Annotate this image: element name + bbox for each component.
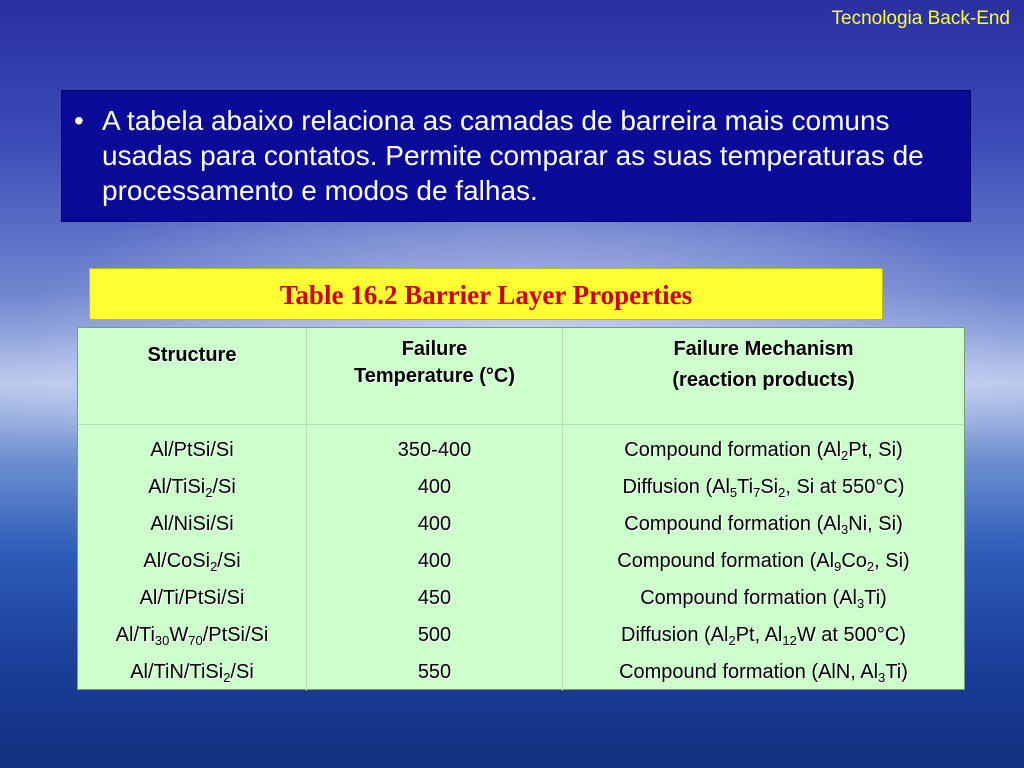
subscript-text: 3	[856, 596, 865, 611]
text-segment: 500	[417, 624, 452, 646]
failure-temperature-cell	[307, 617, 562, 654]
text-segment: W	[169, 624, 189, 646]
bullet-text: A tabela abaixo relaciona as camadas de barreira mais comuns usadas para contatos. Permite comparar as suas temperaturas de processamento e modos de falhas.	[102, 105, 924, 206]
text-segment: Al/TiN/TiSi	[130, 661, 224, 683]
text-segment: Al/TiSi	[148, 476, 206, 498]
header-failure-temp-line1: Failure	[401, 338, 468, 360]
text-segment: , Si at 550°C)	[785, 476, 905, 498]
header-mechanism-line1: Failure Mechanism	[673, 338, 854, 360]
failure-mechanism-cell	[563, 469, 964, 506]
structure-cell	[78, 432, 306, 469]
structure-cell	[78, 469, 306, 506]
table-title: Table 16.2 Barrier Layer Properties	[89, 268, 883, 320]
subscript-text: 5	[729, 485, 738, 500]
subscript-text: 3	[841, 522, 849, 537]
text-segment: 400	[417, 550, 452, 572]
failure-temperature-cell	[307, 469, 562, 506]
structure-cell	[78, 617, 306, 654]
header-structure-label: Structure	[147, 344, 237, 366]
text-segment: Ti	[737, 476, 754, 498]
text-segment: 400	[417, 476, 452, 498]
text-segment: Ti)	[885, 661, 908, 683]
text-segment: Al/Ti	[115, 624, 155, 646]
failure-temperature-cell	[307, 543, 562, 580]
text-segment: Compound formation (Al	[624, 513, 842, 535]
failure-mechanism-cell	[563, 580, 964, 617]
text-segment: 450	[417, 587, 452, 609]
barrier-layer-table	[77, 327, 965, 690]
failure-mechanism-cell	[563, 506, 964, 543]
failure-temperature-cell	[307, 432, 562, 469]
subscript-text: 2	[223, 670, 231, 685]
bullet-mark: •	[74, 105, 84, 136]
subscript-text: 2	[728, 633, 736, 648]
failure-mechanism-cell	[563, 617, 964, 654]
text-segment: Al/NiSi/Si	[150, 513, 234, 535]
text-segment: Ni, Si)	[848, 513, 903, 535]
text-segment: Al/CoSi	[143, 550, 211, 572]
header-failure-temp-line2: Temperature (°C)	[354, 365, 515, 387]
subscript-text: 9	[834, 559, 842, 574]
text-segment: Ti)	[864, 587, 887, 609]
text-segment: , Si)	[874, 550, 910, 572]
header-structure	[78, 328, 307, 425]
text-segment: 400	[417, 513, 452, 535]
text-segment: Compound formation (AlN, Al	[619, 661, 879, 683]
subscript-text: 2	[866, 559, 875, 574]
subscript-text: 2	[841, 448, 849, 463]
text-segment: 350-400	[397, 439, 472, 461]
bullet-text-box	[61, 90, 971, 222]
subscript-text: 2	[205, 485, 213, 500]
text-segment: Compound formation (Al	[640, 587, 857, 609]
failure-temperature-cell	[307, 580, 562, 617]
text-segment: Si	[760, 476, 779, 498]
header-failure-temperature	[307, 328, 563, 425]
text-segment: Co	[841, 550, 867, 572]
failure-temperature-cell	[307, 506, 562, 543]
subscript-text: 2	[778, 485, 786, 500]
subscript-text: 12	[782, 633, 797, 648]
subscript-text: 3	[878, 670, 886, 685]
text-segment: Diffusion (Al	[622, 476, 730, 498]
temperature-column	[307, 425, 563, 691]
structure-column	[78, 425, 307, 691]
text-segment: /Si	[217, 550, 241, 572]
header-mechanism-line2: (reaction products)	[672, 369, 855, 391]
failure-temperature-cell	[307, 654, 562, 691]
text-segment: Al/Ti/PtSi/Si	[139, 587, 245, 609]
header-failure-mechanism	[563, 328, 964, 425]
slide-header-title: Tecnologia Back-End	[831, 8, 1010, 29]
subscript-text: 7	[753, 485, 761, 500]
text-segment: /Si	[230, 661, 254, 683]
failure-mechanism-cell	[563, 432, 964, 469]
text-segment: Al/PtSi/Si	[150, 439, 234, 461]
text-segment: Pt, Al	[735, 624, 783, 646]
text-segment: 550	[417, 661, 452, 683]
subscript-text: 30	[154, 633, 170, 648]
failure-mechanism-cell	[563, 654, 964, 691]
subscript-text: 2	[210, 559, 218, 574]
structure-cell	[78, 654, 306, 691]
text-segment: Compound formation (Al	[624, 439, 842, 461]
text-segment: Pt, Si)	[848, 439, 903, 461]
text-segment: Compound formation (Al	[617, 550, 835, 572]
text-segment: Diffusion (Al	[621, 624, 729, 646]
structure-cell	[78, 580, 306, 617]
mechanism-column	[563, 425, 964, 691]
structure-cell	[78, 506, 306, 543]
text-segment: /PtSi/Si	[202, 624, 269, 646]
subscript-text: 70	[188, 633, 203, 648]
structure-cell	[78, 543, 306, 580]
failure-mechanism-cell	[563, 543, 964, 580]
text-segment: W at 500°C)	[796, 624, 906, 646]
text-segment: /Si	[212, 476, 236, 498]
